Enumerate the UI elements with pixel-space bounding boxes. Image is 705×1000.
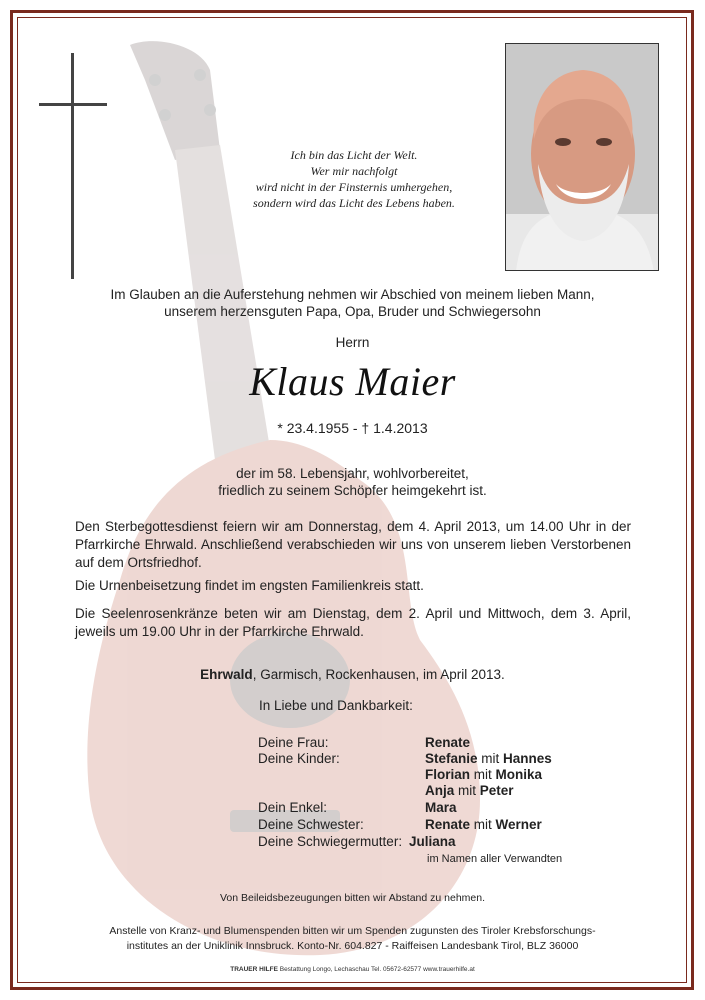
family-name: Werner bbox=[495, 817, 542, 832]
wife-label: Deine Frau: bbox=[258, 735, 329, 750]
family-name: Hannes bbox=[503, 751, 552, 766]
quote-line: wird nicht in der Finsternis umhergehen, bbox=[255, 180, 453, 194]
family-name: Renate bbox=[425, 817, 471, 832]
age-text bbox=[40, 465, 665, 499]
grandchild-label: Dein Enkel: bbox=[258, 800, 328, 815]
family-name: Juliana bbox=[409, 834, 456, 849]
family-name: Monika bbox=[495, 767, 543, 782]
salutation: Herrn bbox=[335, 335, 370, 350]
condolence-note: Von Beileidsbezeugungen bitten wir Abstand zu nehmen. bbox=[219, 892, 486, 904]
funeral-paragraph: Den Sterbegottesdienst feiern wir am Donnerstag, dem 4. April 2013, um 14.00 Uhr in der Pfarrkirche Ehrwald. Anschließend verabschieden wir uns von unserem lieben Verstorbenen auf dem Ortsfriedhof. bbox=[75, 519, 631, 570]
intro-line: unserem herzensguten Papa, Opa, Bruder und Schwiegersohn bbox=[164, 304, 541, 319]
age-line: der im 58. Lebensjahr, wohlvorbereitet, bbox=[236, 466, 469, 481]
rosary-paragraph: Die Seelenrosenkränze beten wir am Dienstag, dem 2. April und Mittwoch, dem 3. April, jeweils um 19.00 Uhr in der Pfarrkirche Ehrwald. bbox=[75, 606, 631, 639]
wife-name bbox=[425, 735, 470, 750]
family-name: Mara bbox=[425, 800, 457, 815]
bible-quote bbox=[240, 147, 468, 211]
donation-note bbox=[40, 924, 665, 954]
cross-vertical-beam bbox=[71, 53, 74, 279]
intro-line: Im Glauben an die Auferstehung nehmen wir Abschied von meinem lieben Mann, bbox=[110, 287, 595, 302]
motherinlaw-name bbox=[409, 834, 456, 849]
place-main: Ehrwald bbox=[200, 667, 253, 682]
quote-line: Ich bin das Licht der Welt. bbox=[290, 148, 418, 162]
portrait-photo bbox=[505, 43, 659, 271]
child-entry bbox=[425, 751, 552, 766]
places-line bbox=[40, 667, 665, 682]
place-rest: , Garmisch, Rockenhausen, im April 2013. bbox=[252, 667, 505, 682]
age-line: friedlich zu seinem Schöpfer heimgekehrt ist. bbox=[218, 483, 487, 498]
donation-line: institutes an der Uniklinik Innsbruck. Konto-Nr. 604.827 - Raiffeisen Landesbank Tirol, BLZ 36000 bbox=[126, 940, 579, 952]
sister-label: Deine Schwester: bbox=[258, 817, 364, 832]
footer-imprint bbox=[40, 966, 665, 973]
life-dates: * 23.4.1955 - † 1.4.2013 bbox=[277, 420, 428, 436]
family-name: Peter bbox=[479, 783, 514, 798]
child-entry bbox=[425, 767, 542, 782]
intro-text bbox=[40, 286, 665, 320]
deceased-name: Klaus Maier bbox=[249, 359, 456, 404]
family-name: Stefanie bbox=[425, 751, 478, 766]
urn-paragraph: Die Urnenbeisetzung findet im engsten Familienkreis statt. bbox=[75, 578, 424, 593]
family-name: Renate bbox=[425, 735, 471, 750]
with-text: mit bbox=[470, 767, 496, 782]
family-name: Florian bbox=[425, 767, 471, 782]
motherinlaw-label: Deine Schwiegermutter: bbox=[258, 834, 403, 849]
grandchild-name bbox=[425, 800, 457, 815]
with-text: mit bbox=[470, 817, 496, 832]
family-name: Anja bbox=[425, 783, 455, 798]
with-text: mit bbox=[454, 783, 480, 798]
relatives-note: im Namen aller Verwandten bbox=[427, 853, 563, 865]
child-entry bbox=[425, 783, 514, 798]
donation-line: Anstelle von Kranz- und Blumenspenden bitten wir um Spenden zugunsten des Tiroler Krebsforschungs- bbox=[109, 925, 596, 937]
footer-brand: TRAUER HILFE bbox=[230, 966, 278, 973]
thanks-heading: In Liebe und Dankbarkeit: bbox=[259, 698, 413, 713]
sister-entry bbox=[425, 817, 542, 832]
quote-line: sondern wird das Licht des Lebens haben. bbox=[253, 196, 455, 210]
quote-line: Wer mir nachfolgt bbox=[310, 164, 398, 178]
with-text: mit bbox=[477, 751, 504, 766]
cross-horizontal-beam bbox=[39, 103, 107, 106]
footer-text: Bestattung Longo, Lechaschau Tel. 05672-62577 www.trauerhilfe.at bbox=[277, 966, 475, 973]
children-label: Deine Kinder: bbox=[258, 751, 340, 766]
